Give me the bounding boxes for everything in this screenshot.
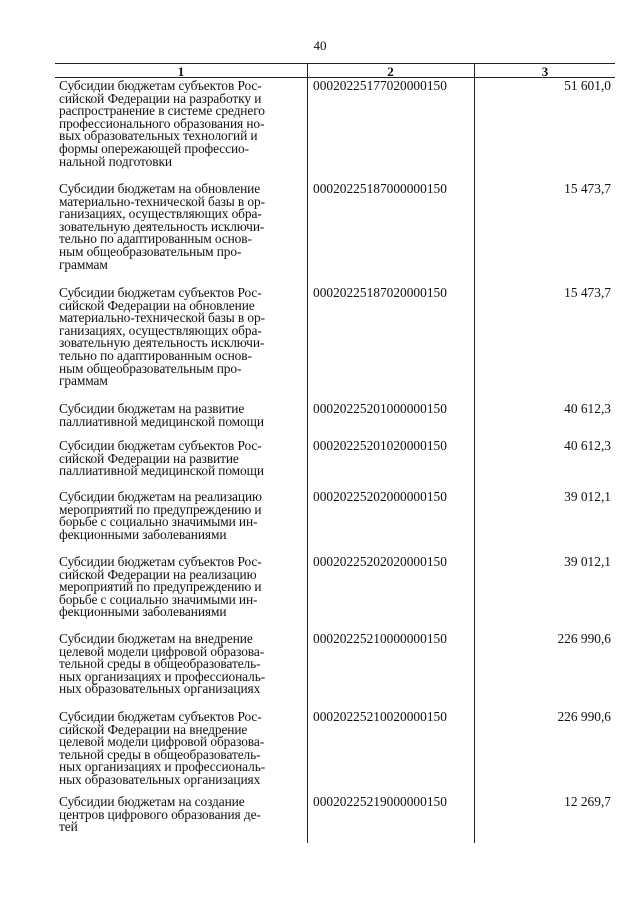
amount: 51 601,0 [564, 78, 611, 93]
subsidy-name: Субсидии бюджетам на создание центров цифрового образования де- тей [59, 794, 261, 835]
amount: 15 473,7 [564, 285, 611, 300]
subsidy-name: Субсидии бюджетам субъектов Рос- сийской Федерации на реализацию мероприятий по предупреждению и борьбе с социально значимыми ин- фекционными заболеваниями [59, 554, 262, 620]
amount: 15 473,7 [564, 181, 611, 196]
budget-code: 00020225201000000150 [313, 401, 447, 416]
amount: 40 612,3 [564, 401, 611, 416]
amount: 226 990,6 [557, 709, 611, 724]
column-header-3: 3 [541, 64, 549, 79]
amount: 40 612,3 [564, 438, 611, 453]
budget-code: 00020225210000000150 [313, 631, 447, 646]
column-header-2: 2 [387, 64, 394, 79]
subsidy-name: Субсидии бюджетам субъектов Рос- сийской Федерации на разработку и распространение в системе среднего профессионального образования но- вых образовательных технологий и формы опережающей профессио- нальной подготовки [59, 78, 265, 169]
budget-code: 00020225177020000150 [313, 78, 447, 93]
amount: 39 012,1 [564, 554, 611, 569]
budget-code: 00020225187000000150 [313, 181, 447, 196]
subsidy-name: Субсидии бюджетам на реализацию мероприятий по предупреждению и борьбе с социально значимыми ин- фекционными заболеваниями [59, 489, 262, 542]
column-header-1: 1 [177, 64, 185, 79]
page-number: 40 [313, 38, 327, 53]
budget-code: 00020225202000000150 [313, 489, 447, 504]
budget-code: 00020225187020000150 [313, 285, 447, 300]
column-divider-2 [474, 63, 475, 843]
subsidy-name: Субсидии бюджетам субъектов Рос- сийской Федерации на развитие паллиативной медицинской помощи [59, 438, 264, 479]
budget-code: 00020225201020000150 [313, 438, 447, 453]
budget-code: 00020225210020000150 [313, 709, 447, 724]
amount: 12 269,7 [564, 794, 611, 809]
subsidy-name: Субсидии бюджетам на развитие паллиативной медицинской помощи [59, 401, 264, 429]
subsidy-name: Субсидии бюджетам субъектов Рос- сийской Федерации на внедрение целевой модели цифровой образова- тельной среды в общеобразователь- ных организациях и профессиональ- ных образовательных организациях [59, 709, 266, 787]
subsidy-name: Субсидии бюджетам на внедрение целевой модели цифровой образова- тельной среды в общеобразователь- ных организациях и профессиональ- ных образовательных организациях [59, 631, 266, 697]
budget-code: 00020225202020000150 [313, 554, 447, 569]
amount: 226 990,6 [557, 631, 611, 646]
subsidy-name: Субсидии бюджетам субъектов Рос- сийской Федерации на обновление материально-технической базы в ор- ганизациях, осуществляющих обра- зовательную деятельность исключи- тельно по адаптированным основ- ным общеобразовательным про- граммам [59, 285, 265, 389]
amount: 39 012,1 [564, 489, 611, 504]
budget-table [55, 63, 615, 843]
column-divider-1 [307, 63, 308, 843]
subsidy-name: Субсидии бюджетам на обновление материально-технической базы в ор- ганизациях, осуществляющих обра- зовательную деятельность исключи- тельно по адаптированным основ- ным общеобразовательным про- граммам [59, 181, 265, 272]
budget-code: 00020225219000000150 [313, 794, 447, 809]
